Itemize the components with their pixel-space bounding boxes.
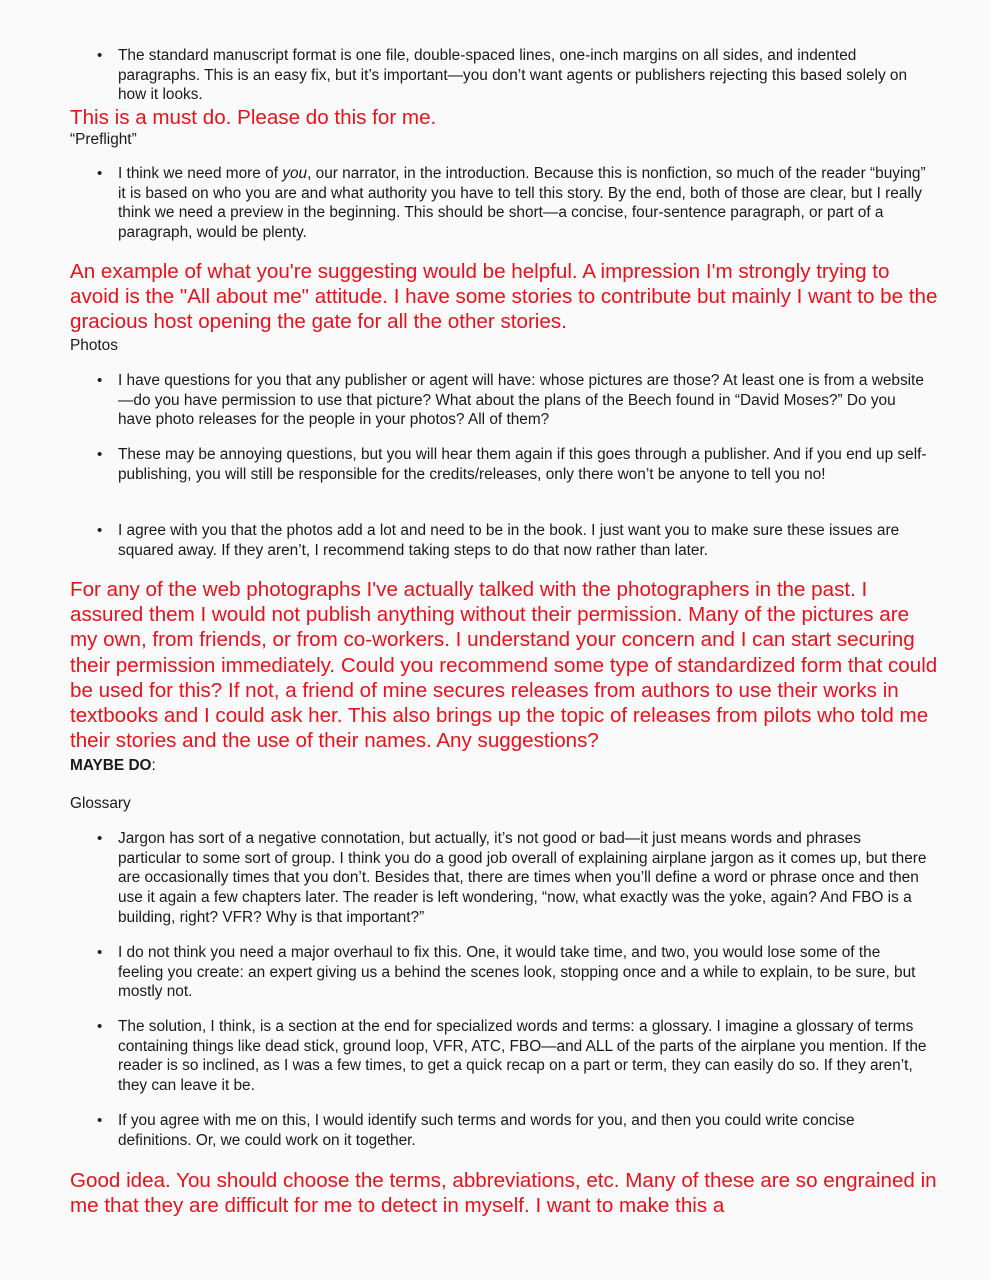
heading-preflight: “Preflight” bbox=[70, 131, 137, 148]
bullet-photo-questions: • I have questions for you that any publisher or agent will have: whose pictures are those? At least one is from a website—do you have permission to use that picture? What about the plans of the Beech found in “David Moses?” Do you have photo releases for the people in your photos? All of them? bbox=[97, 371, 927, 430]
heading-glossary: Glossary bbox=[70, 795, 131, 812]
maybe-do-colon: : bbox=[151, 757, 156, 774]
bullet-narrator-text-b: , our narrator, in the introduction. Because this is nonfiction, so much of the reader “buying” it is based on who you are and what authority you have to tell this story. By the end, both of those are clear, but I really think we need a preview in the beginning. This should be short—a concise, four-sentence paragraph, or part of a paragraph, would be plenty. bbox=[118, 165, 926, 242]
bullet-no-overhaul: • I do not think you need a major overhaul to fix this. One, it would take time, and two, you would lose some of the feeling you create: an expert giving us a behind the scenes look, stopping once and a while to explain, to be sure, but mostly not. bbox=[97, 943, 927, 1002]
reply-example-helpful: An example of what you're suggesting would be helpful. A impression I'm strongly trying to avoid is the "All about me" attitude. I have some stories to contribute but mainly I want to be the gracious host opening the gate for all the other stories. bbox=[70, 260, 938, 334]
reply-web-photographs: For any of the web photographs I've actually talked with the photographers in the past. I assured them I would not publish anything without their permission. Many of the pictures are my own, from friends, or from co-workers. I understand your concern and I can start securing their permission immediately. Could you recommend some type of standardized form that could be used for this? If not, a friend of mine secures releases from authors to use their works in textbooks and I could ask her. This also brings up the topic of releases from pilots who told me their stories and the use of their names. Any suggestions? bbox=[70, 578, 938, 753]
bullet-narrator-text-a: I think we need more of bbox=[118, 165, 283, 182]
bullet-annoying-questions: • These may be annoying questions, but you will hear them again if this goes through a publisher. And if you end up self-publishing, you will still be responsible for the credits/releases, only there won’t be anyone to tell you no! bbox=[97, 445, 927, 484]
maybe-do-label: MAYBE DO bbox=[70, 757, 152, 774]
reply-good-idea: Good idea. You should choose the terms, abbreviations, etc. Many of these are so engrained in me that they are difficult for me to detect in myself. I want to make this a bbox=[70, 1169, 937, 1218]
bullet-identify-terms: • If you agree with me on this, I would identify such terms and words for you, and then you could write concise definitions. Or, we could work on it together. bbox=[97, 1111, 927, 1150]
bullet-narrator-emphasis: you bbox=[282, 165, 308, 182]
bullet-glossary-solution: • The solution, I think, is a section at the end for specialized words and terms: a glossary. I imagine a glossary of terms containing things like dead stick, ground loop, VFR, ATC, FBO—and ALL of the parts of the airplane you mention. If the reader is so inclined, as I was a few times, to get a quick recap on a part or term, they can easily do so. If they aren’t, they can leave it be. bbox=[97, 1017, 927, 1096]
heading-photos: Photos bbox=[70, 337, 118, 354]
bullet-narrator bbox=[97, 164, 927, 243]
bullet-manuscript-format: • The standard manuscript format is one file, double-spaced lines, one-inch margins on all sides, and indented paragraphs. This is an easy fix, but it’s important—you don’t want agents or publishers rejecting this based solely on how it looks. bbox=[97, 46, 927, 105]
bullet-photos-add-a-lot: • I agree with you that the photos add a lot and need to be in the book. I just want you to make sure these issues are squared away. If they aren’t, I recommend taking steps to do that now rather than later. bbox=[97, 521, 927, 560]
label-maybe-do bbox=[70, 756, 930, 775]
reply-must-do: This is a must do. Please do this for me. bbox=[70, 106, 437, 129]
bullet-jargon: • Jargon has sort of a negative connotation, but actually, it’s not good or bad—it just means words and phrases particular to some sort of group. I think you do a good job overall of explaining airplane jargon as it comes up, but there are occasionally times that you don’t. Besides that, there are times when you’ll define a word or phrase once and then use it again a few chapters later. The reader is left wondering, “now, what exactly was the yoke, again? And FBO is a building, right? VFR? Why is that important?” bbox=[97, 829, 927, 928]
